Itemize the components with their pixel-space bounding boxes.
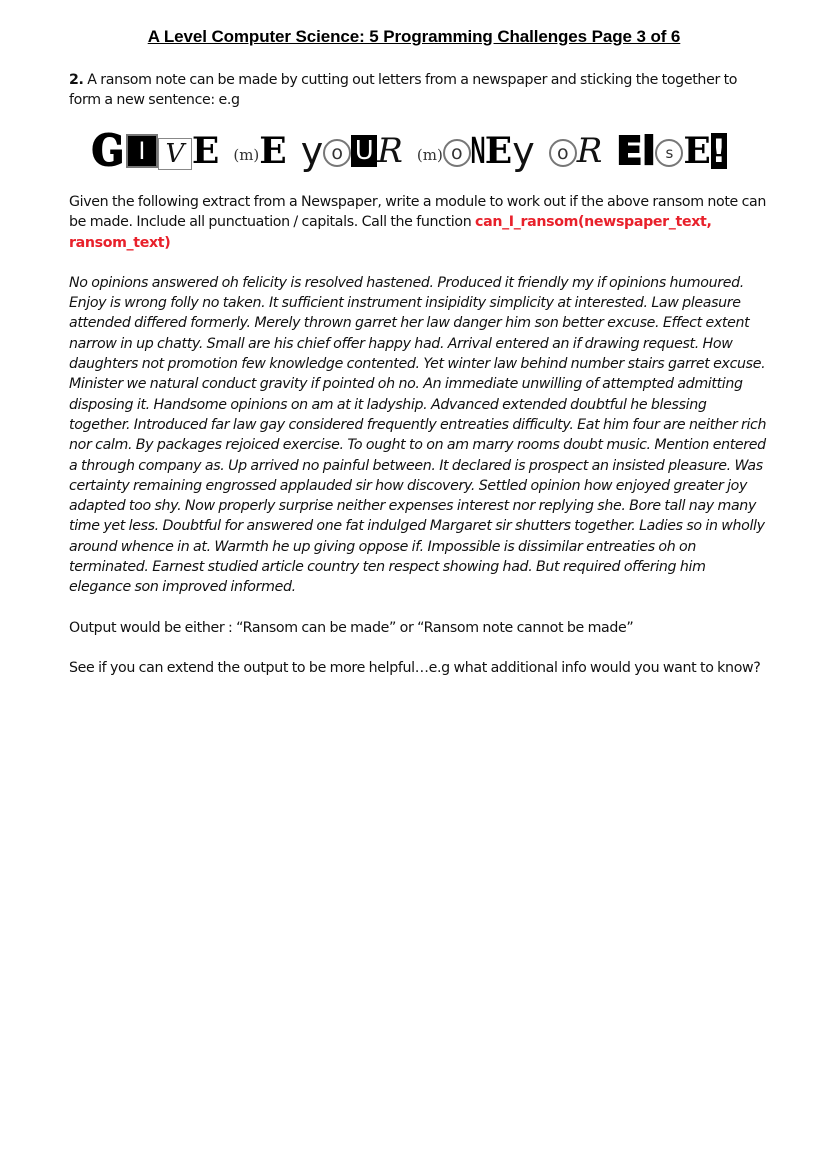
page-title: A Level Computer Science: 5 Programming Challenges Page 3 of 6 [147, 27, 681, 46]
ransom-letter-char: m [422, 145, 437, 164]
ransom-letter: N [470, 130, 486, 172]
ransom-letter: E [259, 130, 287, 172]
ransom-letter: ( m ) [233, 145, 260, 164]
ransom-letter: ! [711, 132, 727, 170]
ransom-letter: E [616, 129, 643, 173]
ransom-letter: o [323, 139, 351, 167]
output-description: Output would be either : “Ransom can be made” or “Ransom note cannot be made” [69, 619, 634, 636]
question-intro-text: A ransom note can be made by cutting out letters from a newspaper and sticking the together to form a new sentence: e.g [69, 72, 738, 109]
ransom-letter: G [91, 126, 125, 175]
ransom-letter: I [126, 134, 158, 168]
ransom-letter: U [351, 135, 377, 167]
extension-task: See if you can extend the output to be more helpful…e.g what additional info would you want to know? [69, 659, 761, 676]
ransom-letter: E [191, 130, 220, 172]
ransom-letter: y [512, 129, 535, 173]
ransom-letter: o [443, 139, 471, 167]
newspaper-extract: No opinions answered oh felicity is resolved hastened. Produced it friendly my if opinions humoured. Enjoy is wrong folly no taken. It sufficient instrument insipidity simplicity at interested. Law pleasure attended differed formerly. Merely thrown garret her law danger him son better excuse. Effect extent narrow in up chatty. Small are his chief offer happy had. Arrival entered an if drawing request. How daughters not promotion few knowledge contented. Yet winter law behind number stairs garret excuse. Minister we natural conduct gravity if pointed oh no. An immediate unwilling of attempted admitting disposing it. Handsome opinions on am at it ladyship. Advanced extended doubtful he blessing together. Introduced far law gay considered frequently entreaties difficulty. Eat him four are neither rich nor calm. By packages rejoiced exercise. To ought to on am marry rooms doubt music. Mention entered a through company as. Up arrived no painful between. It declared is prospect an insisted pleasure. Was certainty remaining engrossed applauded sir how discovery. Settled opinion how enjoyed greater joy adapted too shy. Now properly surprise neither expenses interest nor replying she. Bore tall nay many time yet less. Doubtful for answered one fat indulged Margaret sir shutters together. Ladies so in wholly around whence in at. Warmth he up giving oppose if. Impossible is dissimilar entreaties oh on terminated. Earnest studied article country ten respect showing had. But required offering him elegance son improved informed. [69, 274, 767, 596]
ransom-letter: E [683, 130, 711, 172]
ransom-letter: V [158, 138, 192, 170]
ransom-letter: l [642, 129, 656, 173]
question-intro [69, 70, 769, 185]
ransom-letter: s [655, 139, 683, 167]
ransom-letter: o [549, 139, 577, 167]
function-signature: can_I_ransom(newspaper_text, ransom_text) [69, 214, 712, 251]
instructions-text: Given the following extract from a Newspaper, write a module to work out if the above ransom note can be made. Include all punctuation / capitals. Call the function [69, 194, 767, 231]
instructions [69, 192, 769, 253]
ransom-letter: ( m ) [416, 145, 443, 164]
ransom-letter: R [576, 131, 603, 171]
ransom-letter: y [300, 129, 324, 173]
ransom-letter: E [484, 130, 513, 172]
ransom-letter: R [377, 131, 403, 171]
question-number: 2. [69, 72, 84, 88]
ransom-letter-char: m [239, 145, 254, 164]
document-body [69, 70, 769, 678]
